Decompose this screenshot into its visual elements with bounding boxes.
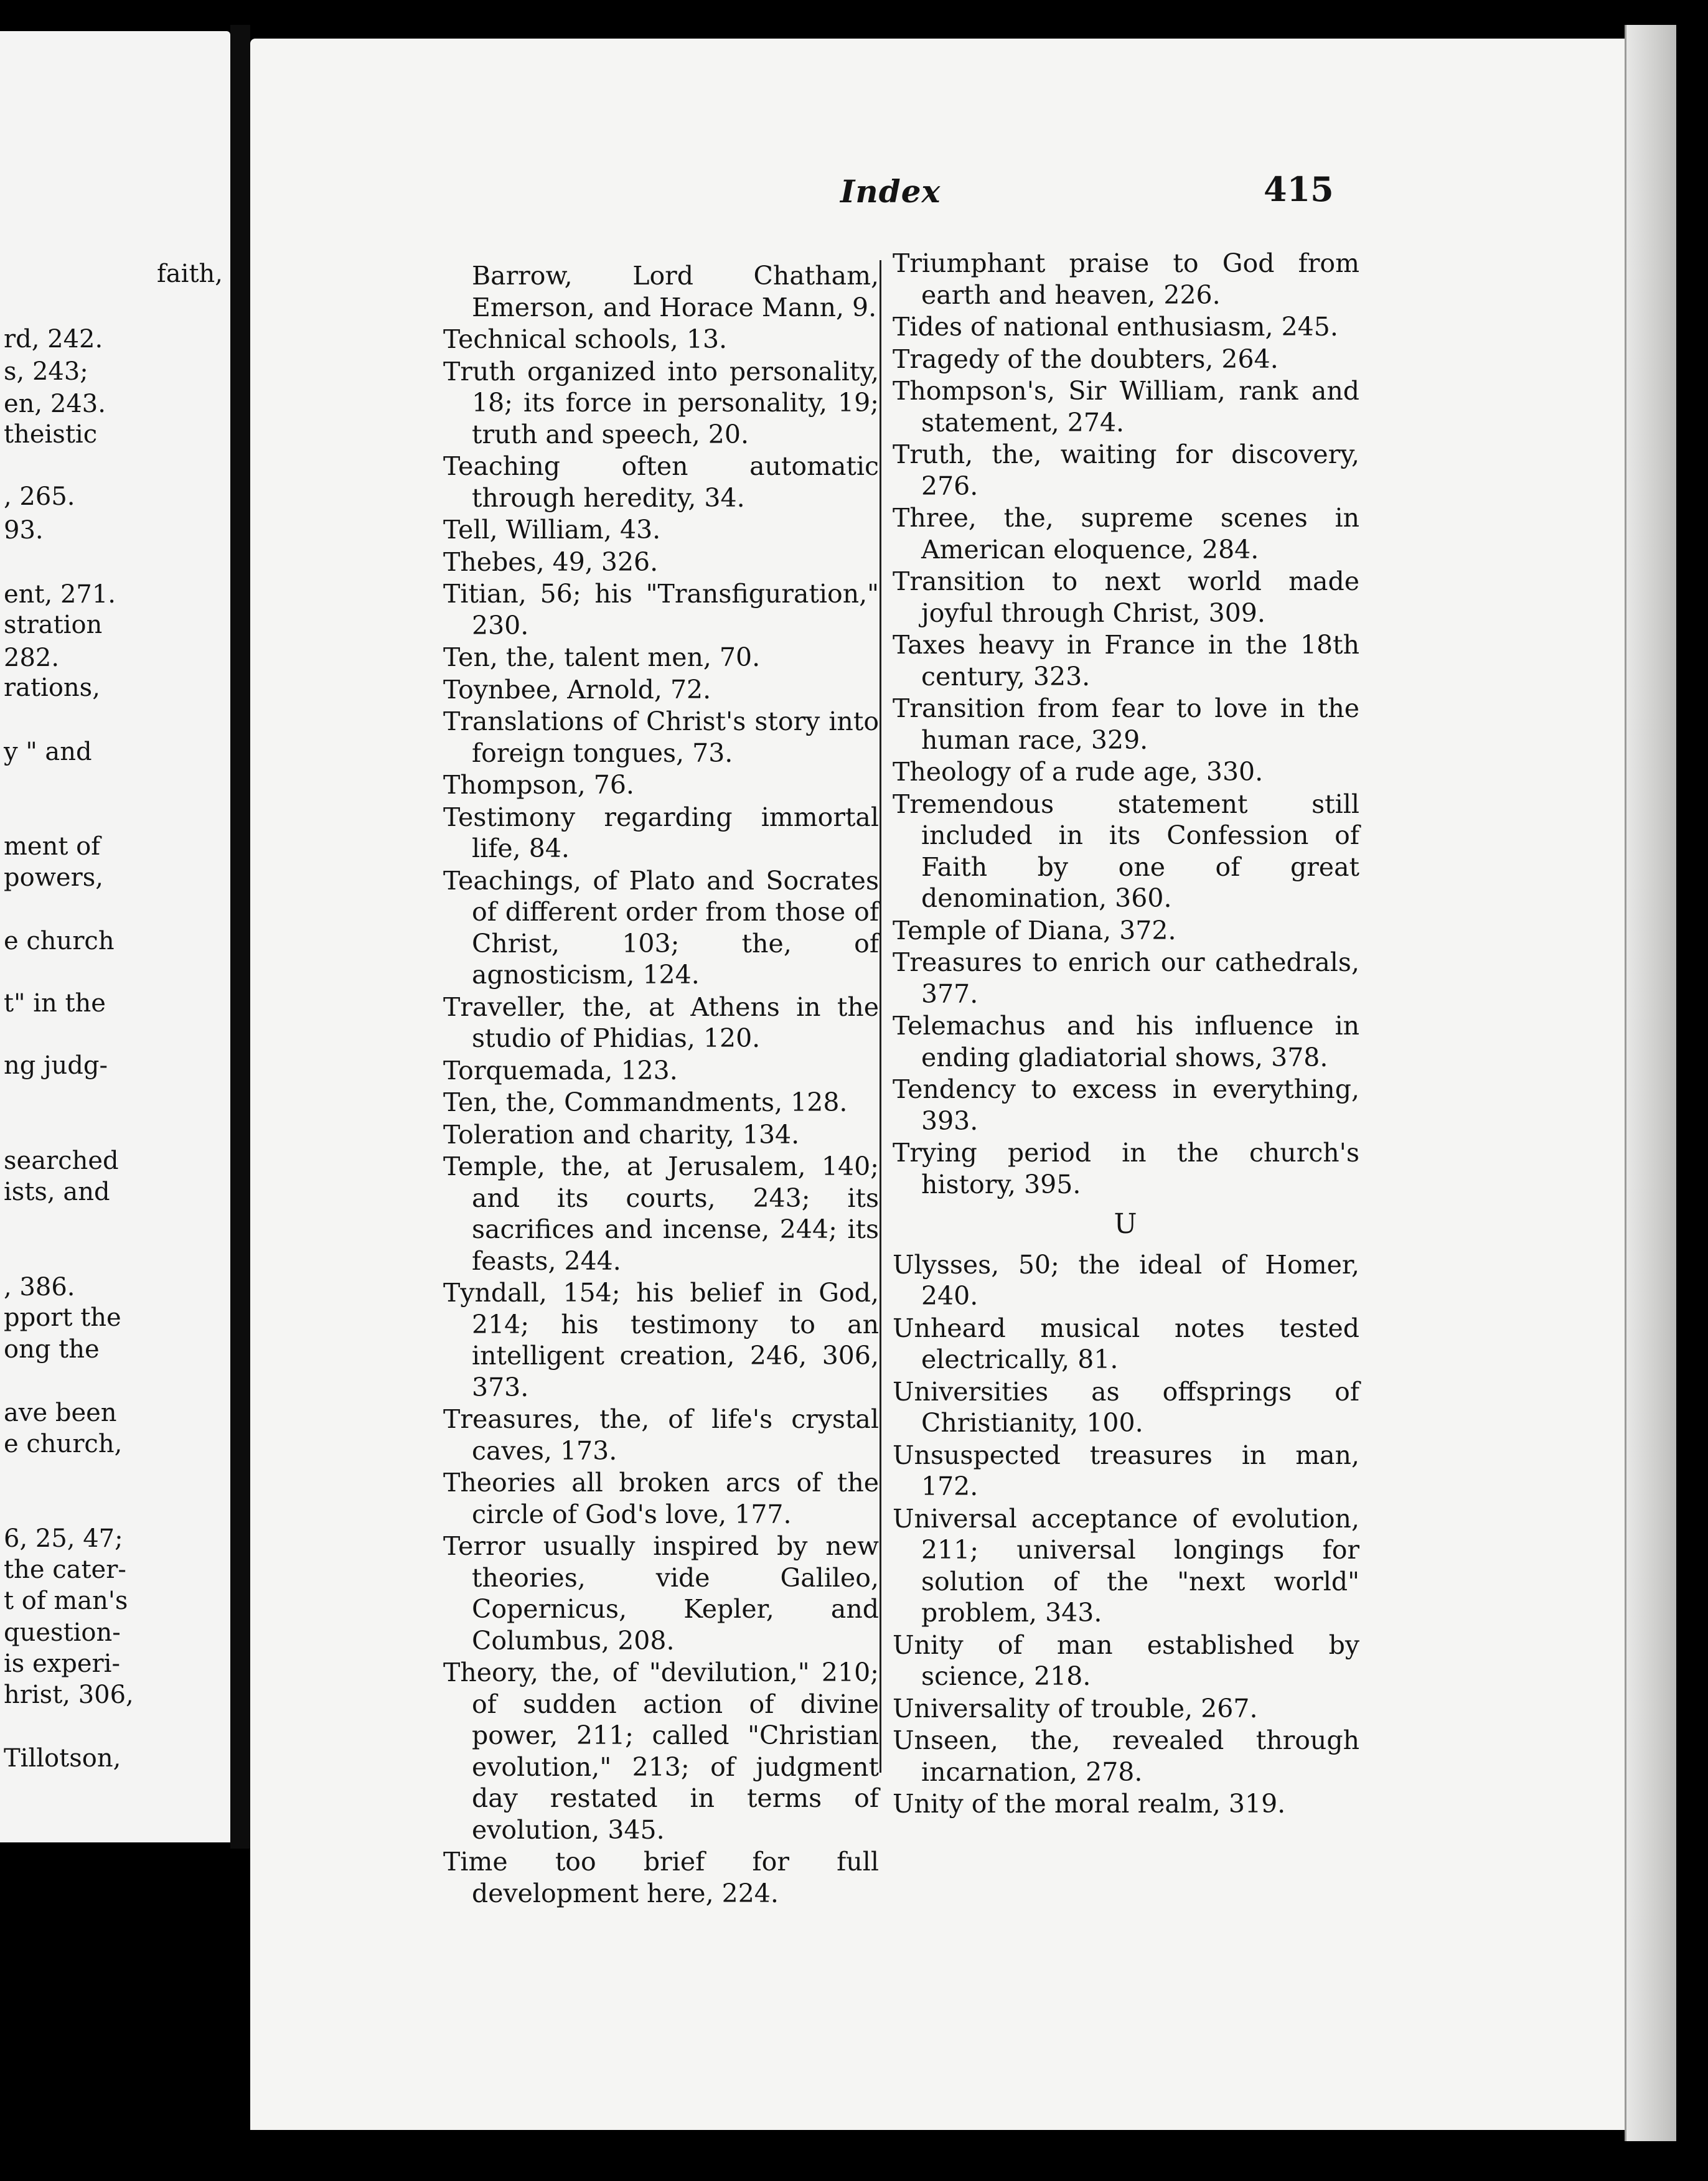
index-entry: Treasures to enrich our cathedrals, 377. (893, 947, 1359, 1009)
page-number: 415 (1264, 169, 1334, 209)
index-entry: Titian, 56; his "Transfiguration," 230. (443, 579, 879, 640)
left-page-line: s, 243; (4, 357, 88, 386)
index-entry: Tyndall, 154; his belief in God, 214; his testimony to an intelligent creation, 246, 306, 373. (443, 1278, 879, 1402)
index-entry: Testimony regarding immortal life, 84. (443, 802, 879, 863)
column-divider (880, 260, 881, 1773)
left-page-line: powers, (4, 863, 103, 892)
index-entry: Tremendous statement still included in its Confession of Faith by one of great denomination, 360. (893, 789, 1359, 913)
left-page-line: rations, (4, 673, 100, 702)
left-page-line: en, 243. (4, 390, 106, 418)
left-page-line: ng judg- (4, 1051, 108, 1080)
index-entry: Terror usually inspired by new theories, vide Galileo, Copernicus, Kepler, and Columbus, 208. (443, 1531, 879, 1656)
left-page-line: y " and (4, 738, 92, 766)
left-page-line: , 386. (4, 1273, 75, 1302)
index-entry: Universities as offsprings of Christianity, 100. (893, 1376, 1359, 1438)
index-entry: Tides of national enthusiasm, 245. (893, 312, 1338, 342)
index-entry: Truth, the, waiting for discovery, 276. (893, 439, 1359, 501)
index-entry: Taxes heavy in France in the 18th century, 323. (893, 630, 1359, 692)
index-column-2 (893, 248, 1359, 1821)
index-section-t (893, 248, 1359, 1200)
index-entry: Unity of man established by science, 218. (893, 1630, 1359, 1691)
index-entry: Theories all broken arcs of the circle of God's love, 177. (443, 1468, 879, 1529)
index-entry: Technical schools, 13. (443, 324, 728, 354)
running-head: Index (840, 173, 941, 210)
left-page-line: is experi- (4, 1649, 120, 1678)
index-entry: Telemachus and his influence in ending gladiatorial shows, 378. (893, 1011, 1359, 1072)
index-entry: Barrow, Lord Chatham, Emerson, and Horace Mann, 9. (472, 261, 879, 322)
left-page-line: theistic (4, 420, 98, 449)
index-entry: Triumphant praise to God from earth and heaven, 226. (893, 248, 1359, 310)
book-gutter (230, 25, 250, 1849)
left-page-line: faith, (157, 260, 223, 288)
index-entry: Thompson's, Sir William, rank and statement, 274. (893, 376, 1359, 438)
index-entry: Theology of a rude age, 330. (893, 757, 1264, 787)
index-entry: Ten, the, Commandments, 128. (443, 1087, 848, 1117)
index-entry: Treasures, the, of life's crystal caves, 173. (443, 1404, 879, 1466)
index-entry: Transition from fear to love in the human race, 329. (893, 693, 1359, 755)
left-page-line: rd, 242. (4, 325, 103, 354)
left-page-fragment (0, 31, 230, 1842)
index-entry: Tragedy of the doubters, 264. (893, 344, 1279, 374)
left-page-line: ong the (4, 1335, 100, 1364)
index-entry: Transition to next world made joyful through Christ, 309. (893, 566, 1359, 628)
index-entry: Traveller, the, at Athens in the studio of Phidias, 120. (443, 992, 879, 1053)
index-entry: Unseen, the, revealed through incarnation, 278. (893, 1725, 1359, 1787)
left-page-line: stration (4, 611, 103, 639)
index-entry: Universality of trouble, 267. (893, 1693, 1258, 1724)
index-entry: Translations of Christ's story into foreign tongues, 73. (443, 706, 879, 768)
left-page-line: ave been (4, 1399, 117, 1427)
index-entry: Tendency to excess in everything, 393. (893, 1074, 1359, 1136)
index-entry: Teachings, of Plato and Socrates of different order from those of Christ, 103; the, of agnosticism, 124. (443, 865, 879, 990)
index-entry: Teaching often automatic through heredity, 34. (443, 451, 879, 513)
left-page-line: question- (4, 1618, 121, 1647)
left-page-line: pport the (4, 1303, 121, 1332)
index-entry: Toleration and charity, 134. (443, 1119, 800, 1150)
left-page-line: e church, (4, 1430, 123, 1458)
left-page-line: the cater- (4, 1555, 126, 1584)
index-entry: Thebes, 49, 326. (443, 546, 659, 577)
left-page-line: e church (4, 927, 115, 955)
index-column-1 (443, 260, 879, 1910)
left-page-line: 6, 25, 47; (4, 1524, 123, 1553)
index-section-u (893, 1249, 1359, 1820)
index-entry: Truth organized into personality, 18; its force in personality, 19; truth and speech, 20. (443, 356, 879, 449)
left-page-line: hrist, 306, (4, 1681, 134, 1709)
index-entry: Torquemada, 123. (443, 1055, 678, 1086)
index-entry: Trying period in the church's history, 395. (893, 1138, 1359, 1199)
index-entry: Ulysses, 50; the ideal of Homer, 240. (893, 1249, 1359, 1311)
left-page-line: 93. (4, 516, 44, 545)
index-entry: Unheard musical notes tested electrically, 81. (893, 1313, 1359, 1374)
left-page-line: ment of (4, 832, 101, 861)
left-page-line: searched (4, 1147, 119, 1175)
index-entry: Time too brief for full development here, 224. (443, 1847, 879, 1908)
index-entry: Tell, William, 43. (443, 515, 661, 545)
index-entry: Three, the, supreme scenes in American eloquence, 284. (893, 503, 1359, 565)
index-entry: Thompson, 76. (443, 770, 634, 800)
index-entry: Unity of the moral realm, 319. (893, 1789, 1286, 1819)
index-entry: Temple, the, at Jerusalem, 140; and its courts, 243; its sacrifices and incense, 244; its feasts, 244. (443, 1151, 879, 1276)
left-page-line: ists, and (4, 1178, 110, 1206)
index-entry: Ten, the, talent men, 70. (443, 642, 761, 672)
left-page-line: ent, 271. (4, 580, 116, 609)
left-page-line: 282. (4, 644, 60, 672)
left-page-line: Tillotson, (4, 1744, 121, 1773)
index-entry: Theory, the, of "devilution," 210; of sudden action of divine power, 211; called "Christian evolution," 213; of judgment day restated in terms of evolution, 345. (443, 1658, 879, 1845)
index-entry: Universal acceptance of evolution, 211; universal longings for solution of the "next world" problem, 343. (893, 1503, 1359, 1628)
index-entry: Temple of Diana, 372. (893, 915, 1176, 945)
left-page-line: t" in the (4, 989, 106, 1018)
left-page-line: , 265. (4, 482, 75, 511)
index-entry: Toynbee, Arnold, 72. (443, 674, 711, 705)
page-edge (1625, 25, 1676, 2141)
index-entry: Unsuspected treasures in man, 172. (893, 1440, 1359, 1501)
section-letter-u: U (1114, 1208, 1138, 1240)
left-page-line: t of man's (4, 1587, 128, 1615)
